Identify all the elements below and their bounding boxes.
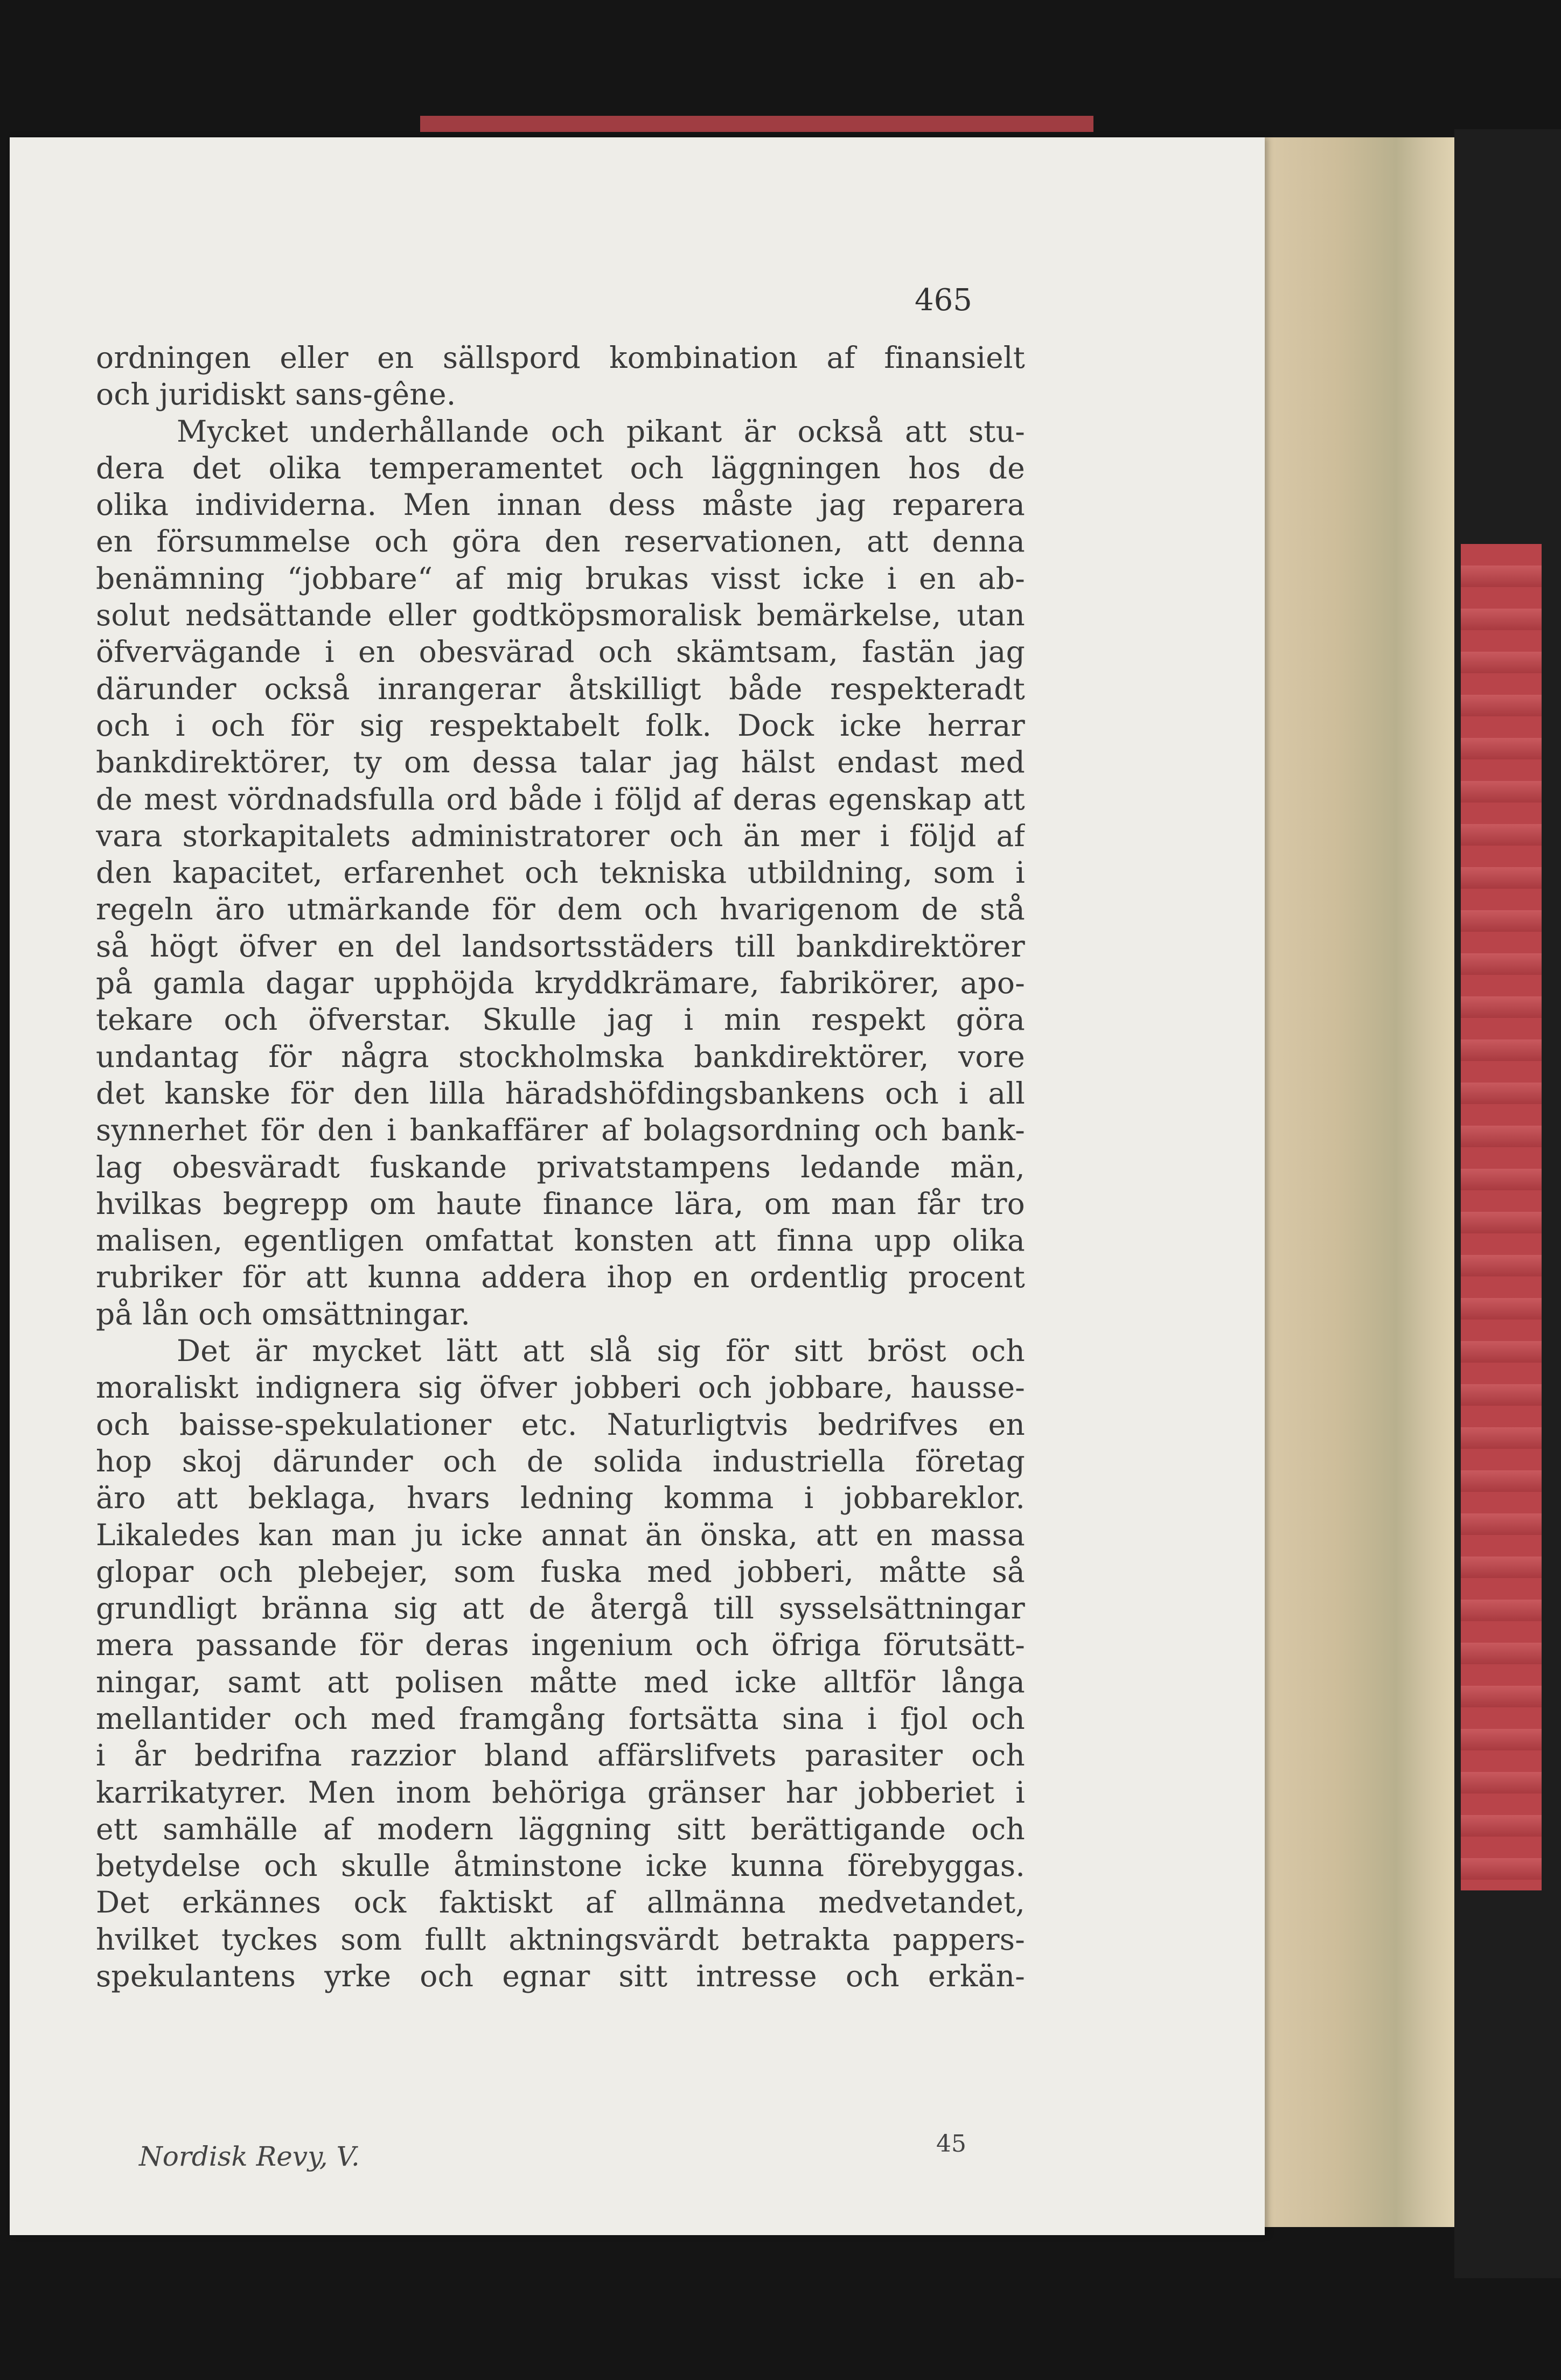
book-page xyxy=(10,137,1265,2235)
text-line: tekare och öfverstar. Skulle jag i min respekt göra xyxy=(96,1002,1025,1037)
text-line: den kapacitet, erfarenhet och tekniska utbildning, som i xyxy=(96,855,1025,890)
text-line: på gamla dagar upphöjda kryddkrämare, fabrikörer, apo- xyxy=(96,966,1025,1001)
text-line: moraliskt indignera sig öfver jobberi och jobbare, hausse- xyxy=(96,1370,1025,1405)
text-line: hop skoj därunder och de solida industriella företag xyxy=(96,1443,1025,1478)
text-line: spekulantens yrke och egnar sitt intresse och erkän- xyxy=(96,1959,1025,1994)
body-text xyxy=(96,339,1025,1994)
text-line: hvilkas begrepp om haute finance lära, om man får tro xyxy=(96,1186,1025,1221)
text-line: olika individerna. Men innan dess måste jag reparera xyxy=(96,487,1025,522)
text-line: Likaledes kan man ju icke annat än önska, att en massa xyxy=(96,1517,1025,1552)
text-line: därunder också inrangerar åtskilligt både respekteradt xyxy=(96,671,1025,706)
text-line: glopar och plebejer, som fuska med jobberi, måtte så xyxy=(96,1554,1025,1589)
text-line: Det är mycket lätt att slå sig för sitt bröst och xyxy=(177,1334,1025,1369)
text-line: och i och för sig respektabelt folk. Dock icke herrar xyxy=(96,708,1025,743)
text-line: lag obesväradt fuskande privatstampens ledande män, xyxy=(96,1149,1025,1184)
text-line: ett samhälle af modern läggning sitt berättigande och xyxy=(96,1811,1025,1846)
text-line: så högt öfver en del landsortsstäders till bankdirektörer xyxy=(96,929,1025,964)
text-line: grundligt bränna sig att de återgå till sysselsättningar xyxy=(96,1591,1025,1626)
text-line: karrikatyrer. Men inom behöriga gränser har jobberiet i xyxy=(96,1775,1025,1810)
text-line: mera passande för deras ingenium och öfriga förutsätt- xyxy=(96,1628,1025,1663)
journal-signature: Nordisk Revy, V. xyxy=(139,2141,360,2172)
page-number: 465 xyxy=(915,283,972,318)
text-line: på lån och omsättningar. xyxy=(96,1296,471,1331)
text-line: och baisse-spekulationer etc. Naturligtvis bedrifves en xyxy=(96,1407,1025,1442)
book-cover-red-pattern xyxy=(1461,544,1542,1890)
page-edges xyxy=(1260,137,1454,2227)
text-line: Mycket underhållande och pikant är också att stu- xyxy=(177,414,1025,449)
text-line: regeln äro utmärkande för dem och hvarigenom de stå xyxy=(96,892,1025,927)
sheet-number: 45 xyxy=(936,2130,966,2158)
text-line: mellantider och med framgång fortsätta sina i fjol och xyxy=(96,1701,1025,1736)
text-line: rubriker för att kunna addera ihop en ordentlig procent xyxy=(96,1260,1025,1295)
text-line: äro att beklaga, hvars ledning komma i jobbareklor. xyxy=(96,1481,1025,1516)
text-line: i år bedrifna razzior bland affärslifvets parasiter och xyxy=(96,1738,1025,1773)
text-line: och juridiskt sans-gêne. xyxy=(96,377,456,412)
text-line: synnerhet för den i bankaffärer af bolagsordning och bank- xyxy=(96,1113,1025,1148)
text-line: solut nedsättande eller godtköpsmoralisk bemärkelse, utan xyxy=(96,598,1025,633)
text-line: undantag för några stockholmska bankdirektörer, vore xyxy=(96,1039,1025,1074)
text-line: betydelse och skulle åtminstone icke kunna förebyggas. xyxy=(96,1848,1025,1883)
text-line: malisen, egentligen omfattat konsten att finna upp olika xyxy=(96,1223,1025,1258)
text-line: öfvervägande i en obesvärad och skämtsam, fastän jag xyxy=(96,634,1025,669)
text-line: bankdirektörer, ty om dessa talar jag hälst endast med xyxy=(96,745,1025,780)
text-line: dera det olika temperamentet och läggningen hos de xyxy=(96,450,1025,485)
book-cover-top-strip xyxy=(420,116,1093,132)
text-line: det kanske för den lilla häradshöfdingsbankens och i all xyxy=(96,1076,1025,1111)
text-line: de mest vördnadsfulla ord både i följd af deras egenskap att xyxy=(96,781,1025,816)
text-line: vara storkapitalets administratorer och än mer i följd af xyxy=(96,818,1025,853)
text-line: ordningen eller en sällspord kombination af finansielt xyxy=(96,340,1025,375)
text-line: en försummelse och göra den reservationen, att denna xyxy=(96,524,1025,559)
text-line: benämning “jobbare“ af mig brukas visst icke i en ab- xyxy=(96,561,1025,596)
text-line: hvilket tyckes som fullt aktningsvärdt betrakta pappers- xyxy=(96,1922,1025,1957)
text-line: Det erkännes ock faktiskt af allmänna medvetandet, xyxy=(96,1885,1025,1920)
text-line: ningar, samt att polisen måtte med icke alltför långa xyxy=(96,1664,1025,1699)
